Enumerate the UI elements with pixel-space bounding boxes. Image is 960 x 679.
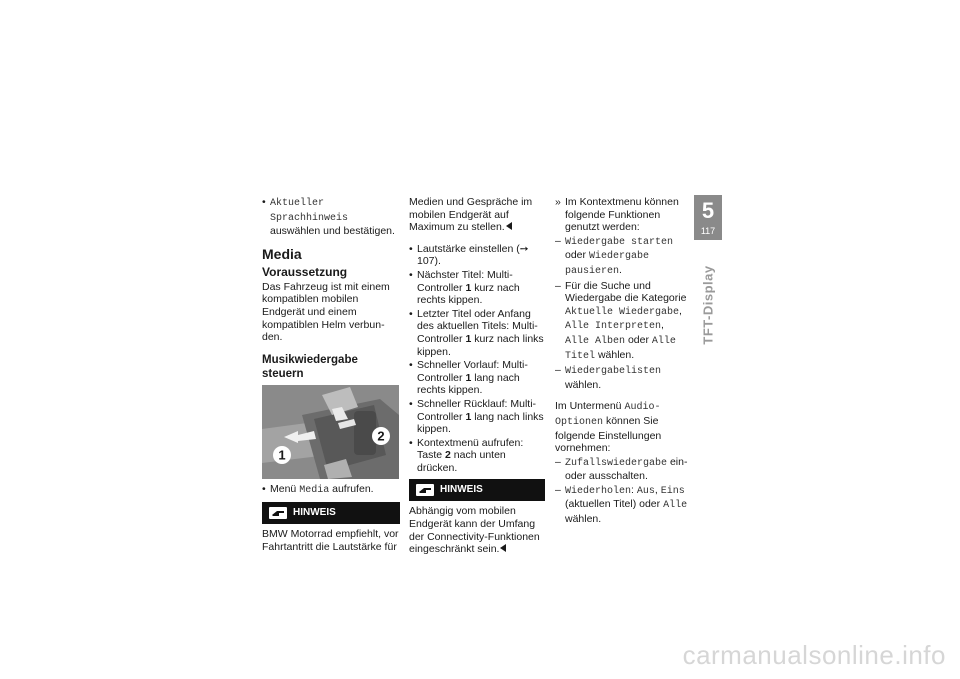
bullet-text: nach unten drücken. bbox=[417, 449, 506, 474]
handlebar-illustration bbox=[262, 385, 399, 479]
hint-label: HINWEIS bbox=[293, 507, 336, 519]
dash-text: ein- oder ausschalten. bbox=[565, 455, 688, 483]
dash-text: wählen. bbox=[565, 513, 602, 526]
list-item bbox=[262, 483, 400, 498]
submenu-text-pre: Im Untermenü bbox=[555, 400, 622, 413]
end-mark-icon bbox=[500, 544, 506, 552]
menu-code: Media bbox=[299, 484, 330, 496]
bullet-text: Schneller Vorlauf: Multi-Controller bbox=[417, 359, 528, 384]
dash-item bbox=[555, 456, 689, 483]
bullet-text: kurz nach rechts kippen. bbox=[417, 281, 520, 307]
submenu-text bbox=[555, 400, 689, 454]
menu-code: Eins bbox=[660, 485, 685, 497]
column-3 bbox=[555, 196, 689, 527]
menu-suffix: aufrufen. bbox=[332, 482, 374, 495]
bullet-text: kurz nach links kippen. bbox=[417, 332, 544, 358]
dash-text: oder bbox=[627, 333, 649, 346]
dash-text: wählen. bbox=[565, 378, 602, 391]
section-heading-media: Media bbox=[262, 245, 302, 262]
chapter-title: TFT-Display bbox=[700, 265, 716, 345]
menu-code: Wiedergabe pausieren bbox=[565, 251, 649, 277]
hint-label: HINWEIS bbox=[440, 484, 483, 496]
list-item bbox=[409, 437, 545, 475]
menu-code: Wiedergabelisten bbox=[565, 366, 662, 378]
page-ref-icon: ➙ bbox=[519, 242, 529, 255]
menu-code: Alle Titel bbox=[565, 335, 676, 362]
dash-item bbox=[555, 364, 689, 391]
list-item bbox=[409, 243, 545, 268]
dash-text: . bbox=[619, 263, 622, 276]
list-item bbox=[409, 359, 545, 397]
hint-text bbox=[409, 505, 545, 555]
bullet-text: Schneller Rücklauf: Multi-Controller bbox=[417, 397, 537, 423]
pointing-hand-icon bbox=[269, 507, 287, 519]
subheading-voraussetzung: Voraussetzung bbox=[262, 264, 348, 279]
page-ref: 107). bbox=[417, 255, 441, 268]
dash-item bbox=[555, 235, 689, 279]
dash-text: , bbox=[654, 483, 658, 496]
chapter-title-vertical bbox=[694, 245, 722, 365]
callout-ref: 1 bbox=[465, 371, 472, 384]
column-1 bbox=[262, 196, 400, 555]
menu-code: Zufallswiedergabe bbox=[565, 457, 668, 469]
continued-text-body: Medien und Gespräche im mobilen Endgerät auf Maximum zu stellen. bbox=[409, 196, 533, 234]
bullet-text: Lautstärke einstellen ( bbox=[417, 242, 520, 255]
menu-prefix: Menü bbox=[270, 482, 297, 495]
dash-text: oder bbox=[565, 249, 587, 262]
watermark: carmanualsonline.info bbox=[682, 640, 946, 670]
menu-code: Audio-Optionen bbox=[555, 402, 661, 428]
bullet-text: Kontextmenü aufrufen: Taste bbox=[417, 436, 524, 462]
voraussetzung-text: Das Fahrzeug ist mit einem kompatiblen mobilen Endgerät und einem kompatiblen Helm verbunden. bbox=[262, 280, 390, 344]
handlebar-controls-photo bbox=[262, 385, 399, 479]
column-2 bbox=[409, 196, 545, 557]
result-item bbox=[555, 196, 689, 234]
list-item bbox=[409, 398, 545, 436]
list-item bbox=[409, 308, 545, 358]
pointing-hand-icon bbox=[416, 484, 434, 496]
callout-2: 2 bbox=[377, 428, 385, 444]
result-text: Im Kontextmenu können folgende Funktionen genutzt werden: bbox=[565, 196, 679, 234]
chapter-tab bbox=[694, 195, 722, 240]
dash-item bbox=[555, 484, 689, 526]
dash-text: , bbox=[661, 319, 664, 332]
dash-text: wählen. bbox=[597, 348, 635, 361]
continued-text bbox=[409, 196, 545, 234]
menu-code: Alle bbox=[663, 500, 688, 512]
bullet-text: Nächster Titel: Multi-Controller bbox=[417, 268, 513, 294]
bullet-text: auswählen und bestätigen. bbox=[270, 225, 395, 238]
hint-text: BMW Motorrad empfiehlt, vor Fahrtantritt die Lautstärke für bbox=[262, 528, 399, 553]
chapter-number: 5 bbox=[701, 198, 715, 223]
list-item bbox=[262, 196, 400, 238]
callout-ref: 1 bbox=[465, 410, 472, 423]
end-mark-icon bbox=[506, 222, 512, 230]
dash-text: , bbox=[679, 304, 682, 317]
dash-item bbox=[555, 280, 689, 364]
menu-code: Aktueller Sprachhinweis bbox=[270, 198, 349, 224]
dash-text: : bbox=[631, 483, 634, 496]
bullet-text: lang nach links kippen. bbox=[417, 410, 544, 436]
subheading-musikwiedergabe: Musikwiedergabe steuern bbox=[262, 353, 358, 380]
callout-1: 1 bbox=[278, 447, 286, 463]
menu-code: Wiedergabe starten bbox=[565, 236, 674, 248]
hint-box bbox=[409, 479, 545, 501]
hint-text-body: Abhängig vom mobilen Endgerät kann der Umfang der Connectivity-Funktionen eingeschränkt sein. bbox=[409, 505, 540, 556]
menu-code: Wiederholen bbox=[565, 485, 632, 497]
callout-ref: 1 bbox=[465, 332, 472, 345]
page-number: 117 bbox=[700, 226, 716, 236]
list-item bbox=[409, 269, 545, 307]
callout-ref: 2 bbox=[445, 449, 451, 462]
callout-ref: 1 bbox=[465, 281, 472, 294]
menu-code: Alle Alben bbox=[565, 335, 626, 347]
submenu-text-post: können Sie folgende Einstellungen vornehmen: bbox=[555, 414, 662, 455]
hint-box bbox=[262, 502, 400, 524]
bullet-text: Letzter Titel oder Anfang des aktuellen Titels: Multi-Controller bbox=[417, 307, 538, 345]
dash-text: Für die Suche und Wiedergabe die Kategorie bbox=[565, 279, 687, 305]
menu-code: Aus bbox=[636, 485, 655, 497]
dash-text: (aktuellen Titel) oder bbox=[565, 498, 661, 511]
menu-code: Alle Interpreten bbox=[565, 321, 662, 333]
menu-code: Aktuelle Wiedergabe bbox=[565, 306, 680, 318]
bullet-text: lang nach rechts kippen. bbox=[417, 371, 520, 397]
